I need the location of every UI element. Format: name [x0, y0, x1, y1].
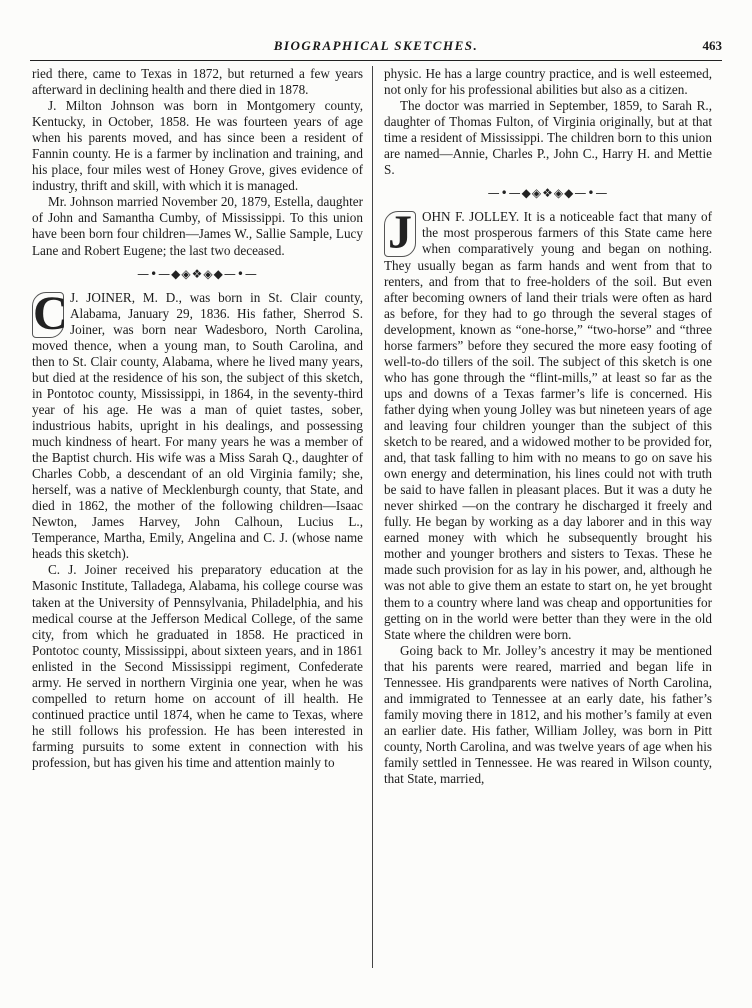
paragraph-joiner-intro	[32, 286, 363, 563]
column-divider	[372, 66, 373, 968]
paragraph-joiner-education: C. J. Joiner received his preparatory education at the Masonic Institute, Talladega, Alabama, his college course was taken at the University of Pennsylvania, Philadelphia, and his medical course at the Jefferson Medical College, of the same city, from which he graduated in 1858. He practiced in Pontotoc county, Mississippi, about sixteen years, and in 1861 enlisted in the Second Mississippi regiment, Confederate army. He served in northern Virginia one year, when he was compelled to return home on account of ill health. He continued practice until 1874, when he came to Texas, where he still follows his profession. He has been interested in farming pursuits to some extent in connection with his profession, but has given his time and attention mainly to	[32, 562, 363, 770]
paragraph-johnson-marriage: Mr. Johnson married November 20, 1879, Estella, daughter of John and Samantha Cumby, of Mississippi. To this union have been born four children—James W., Sallie Sample, Lucy Lane and Robert Eugene; the last two deceased.	[32, 194, 363, 258]
paragraph-joiner-intro-text: J. JOINER, M. D., was born in St. Clair county, Alabama, January 29, 1836. His father, Sherrod S. Joiner, was born near Wadesboro, North Carolina, moved thence, when a young man, to South Carolina, and then to St. Clair county, Alabama, where he lived many years, but died at the residence of his son, the subject of this sketch, in Pontotoc county, Mississippi, in 1864, in the seventy-third year of his age. He was a man of quiet tastes, sober, industrious habits, upright in his dealings, and possessing much kindness of heart. For many years he was a member of the Baptist church. His wife was a Miss Sarah Q., daughter of Charles Cobb, a descendant of an old Virginia family; she, herself, was a native of Mecklenburgh county, that State, and died in 1862, the mother of the following children—Isaac Newton, James Harvey, John Calhoun, Lucius L., Temperance, Martha, Emily, Angelina and C. J. (whose name heads this sketch).	[32, 289, 363, 562]
running-head: BIOGRAPHICAL SKETCHES.	[273, 38, 479, 53]
paragraph-jolley-ancestry: Going back to Mr. Jolley’s ancestry it may be mentioned that his parents were reared, married and began life in Tennessee. His grandparents were natives of North Carolina, and immigrated to Tennessee at an early date, his father’s family moving there in 1812, and his mother’s family at even an earlier date. His father, William Jolley, was born in Pitt county, North Carolina, and was twelve years of age when his family settled in Tennessee. He was reared in Wilson county, that State, married,	[384, 642, 712, 787]
page-number: 463	[702, 38, 722, 53]
right-column	[384, 66, 712, 787]
drop-cap-j: J	[384, 211, 416, 257]
section-ornament: —•—◆◈❖◈◆—•—	[137, 266, 258, 281]
paragraph-joiner-marriage: The doctor was married in September, 1859, to Sarah R., daughter of Thomas Fulton, of Virginia originally, but at that time a resident of Mississippi. The children born to this union are named—Annie, Charles P., John C., Harry H. and Mettie S.	[384, 98, 712, 178]
drop-cap-c: C	[33, 286, 68, 340]
left-column	[32, 66, 363, 771]
paragraph-johnson-bio: J. Milton Johnson was born in Montgomery county, Kentucky, in October, 1858. He was fourteen years of age when his parents moved, and has since been a resident of Fannin county. He is a farmer by inclination and training, and his place, four miles west of Honey Grove, gives evidence of industry, thrift and skill, with which it is managed.	[32, 98, 363, 194]
paragraph-jolley-intro-text: OHN F. JOLLEY. It is a noticeable fact that many of the most prosperous farmers of this State came here when comparatively young and began on nothing. They usually began as farm hands and went from that to renters, and from that to free-holders of the soil. But even after becoming owners of land their trials were often as hard as before, for they had to go through the several stages of development, known as “one-horse,” “two-horse” and “three horse farmers” before they secured the more easy footing of well-to-do tillers of the soil. The subject of this sketch is one who has gone through the “flint-mills,” at least so far as the ups and downs of a Texas farmer’s life is concerned. His father dying when young Jolley was but nineteen years of age and leaving four children younger than the subject of this sketch to be reared, and a widowed mother to be provided for, and, that task falling to him with no means to go on save his own energy and determination, his lines could not with truth be said to have fallen in pleasant places. But it was a duty he never shirked —on the contrary he discharged it freely and fully. He began by working as a day laborer and in this way earned money with which he subsequently brought his mother and younger brothers and sisters to Texas. These he made such provision for as lay in his power, and, although he was not able to give them an estate to start on, he yet brought them to a country where land was cheap and opportunities for getting on in the world were better than they were in the old State where the children were born.	[384, 209, 712, 642]
page-header	[30, 38, 722, 61]
paragraph-continuation: ried there, came to Texas in 1872, but returned a few years afterward in declining health and there died in 1878.	[32, 66, 363, 98]
paragraph-joiner-practice: physic. He has a large country practice, and is well esteemed, not only for his professional abilities but also as a citizen.	[384, 66, 712, 98]
paragraph-jolley-intro	[384, 206, 712, 642]
section-ornament: —•—◆◈❖◈◆—•—	[487, 186, 609, 201]
